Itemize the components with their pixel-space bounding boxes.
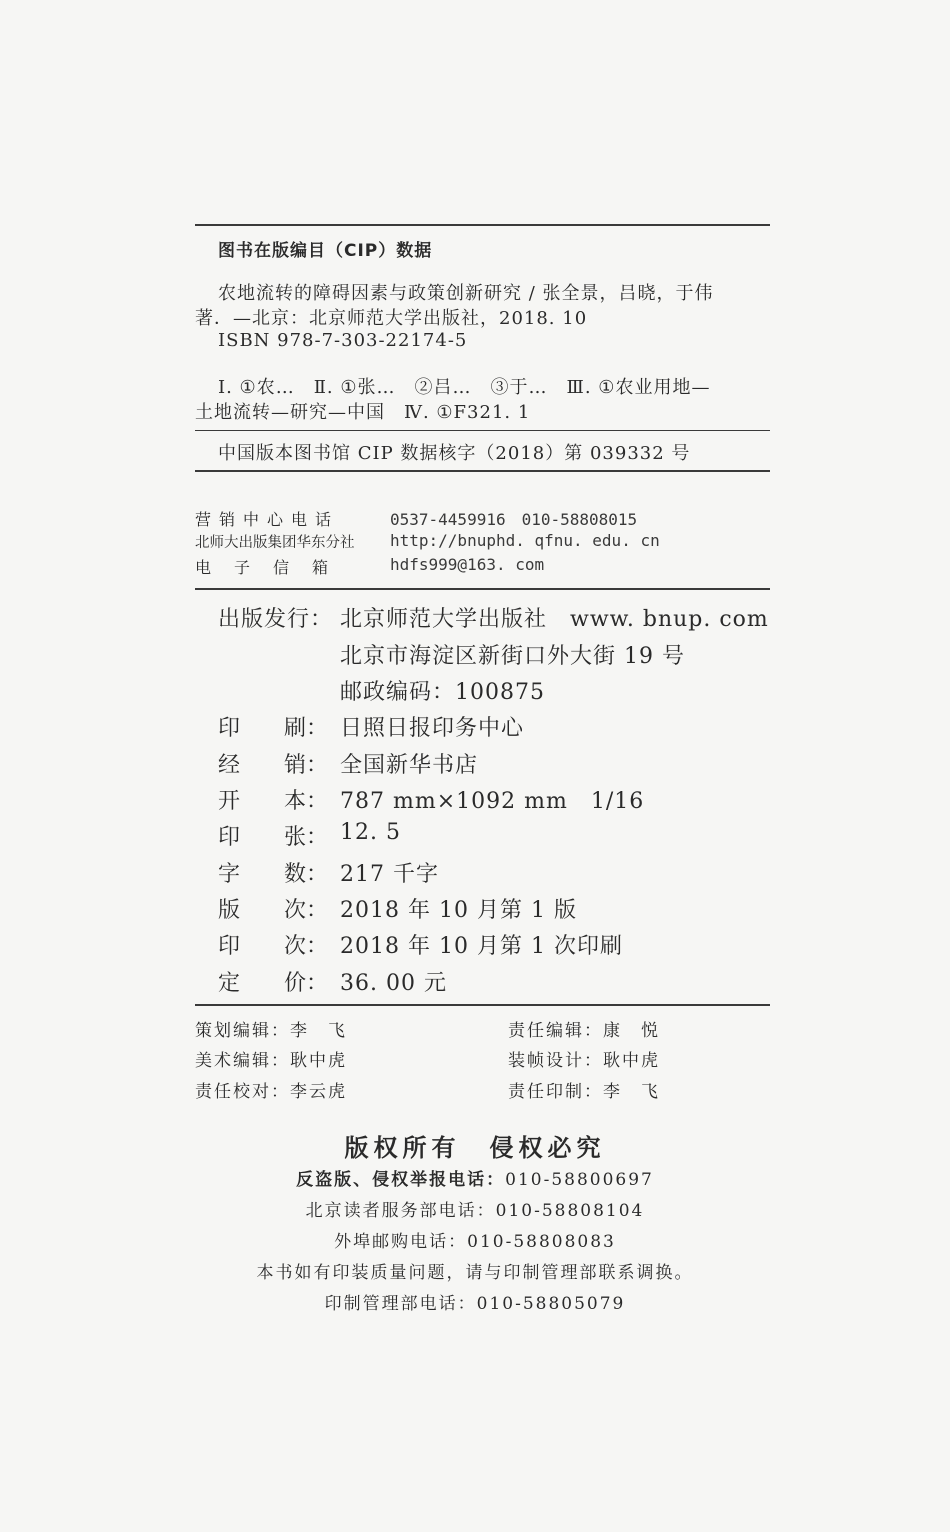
planning-editor: 策划编辑：李 飞 bbox=[195, 1021, 347, 1041]
cip-heading: 图书在版编目（CIP）数据 bbox=[218, 241, 433, 261]
branch-url: http://bnuphd. qfnu. edu. cn bbox=[390, 531, 660, 550]
proofreader: 责任校对：李云虎 bbox=[195, 1082, 347, 1102]
rule-contact-bottom bbox=[195, 588, 770, 590]
word-count-value: 217 千字 bbox=[340, 862, 439, 887]
rule-cip-bottom bbox=[195, 470, 770, 472]
edition-label: 版 次： bbox=[218, 898, 328, 923]
branch-label: 北师大出版集团华东分社 bbox=[195, 535, 355, 551]
piracy-label: 反盗版、侵权举报电话： bbox=[296, 1170, 506, 1190]
reader-service-line: 北京读者服务部电话：010-58808104 bbox=[305, 1201, 645, 1221]
postcode: 邮政编码：100875 bbox=[340, 680, 545, 705]
print-label: 印 刷： bbox=[218, 716, 328, 741]
binding-designer: 装帧设计：耿中虎 bbox=[508, 1051, 660, 1071]
print-supervisor: 责任印制：李 飞 bbox=[508, 1082, 660, 1102]
art-editor: 美术编辑：耿中虎 bbox=[195, 1051, 347, 1071]
format-value: 787 mm×1092 mm 1/16 bbox=[340, 789, 645, 814]
printing-label: 印 次： bbox=[218, 934, 328, 959]
cip-classification-1: Ⅰ. ①农… Ⅱ. ①张… ②吕… ③于… Ⅲ. ①农业用地— bbox=[218, 377, 711, 398]
publisher-label: 出版发行： bbox=[218, 607, 334, 632]
price-value: 36. 00 元 bbox=[340, 971, 447, 996]
price-label: 定 价： bbox=[218, 971, 328, 996]
piracy-phone: 010-58800697 bbox=[505, 1170, 654, 1190]
defect-notice: 本书如有印装质量问题，请与印制管理部联系调换。 bbox=[256, 1263, 694, 1283]
email-value: hdfs999@163. com bbox=[390, 555, 545, 574]
rule-pub-bottom bbox=[195, 1004, 770, 1006]
responsible-editor: 责任编辑：康 悦 bbox=[508, 1021, 660, 1041]
word-count-label: 字 数： bbox=[218, 862, 328, 887]
print-mgmt-phone: 印制管理部电话：010-58805079 bbox=[324, 1294, 626, 1314]
cip-isbn: ISBN 978-7-303-22174-5 bbox=[218, 330, 468, 351]
sheets-label: 印 张： bbox=[218, 825, 328, 850]
printing-value: 2018 年 10 月第 1 次印刷 bbox=[340, 934, 623, 959]
publisher-address: 北京市海淀区新街口外大街 19 号 bbox=[340, 644, 685, 669]
cip-number: 中国版本图书馆 CIP 数据核字（2018）第 039332 号 bbox=[218, 443, 691, 464]
mail-order-line: 外埠邮购电话：010-58808083 bbox=[334, 1232, 616, 1252]
copyright-title: 版权所有 侵权必究 bbox=[344, 1134, 606, 1162]
rule-top bbox=[195, 224, 770, 226]
publisher-value: 北京师范大学出版社 www. bnup. com bbox=[340, 607, 769, 632]
distributor-label: 经 销： bbox=[218, 753, 328, 778]
edition-value: 2018 年 10 月第 1 版 bbox=[340, 898, 577, 923]
cip-title-line: 农地流转的障碍因素与政策创新研究 / 张全景，吕晓，于伟 bbox=[218, 283, 714, 304]
printer-value: 日照日报印务中心 bbox=[340, 716, 525, 741]
email-label: 电子信箱 bbox=[195, 558, 352, 577]
cip-publisher-line: 著．—北京：北京师范大学出版社，2018. 10 bbox=[195, 308, 588, 329]
rule-cip-divider bbox=[195, 430, 770, 431]
sales-phone-value: 0537-4459916 010-58808015 bbox=[390, 510, 638, 529]
distributor-value: 全国新华书店 bbox=[340, 753, 479, 778]
sales-phone-label: 营销中心电话 bbox=[195, 510, 340, 529]
piracy-report-line bbox=[0, 1165, 950, 1190]
cip-classification-2: 土地流转—研究—中国 Ⅳ. ①F321. 1 bbox=[195, 402, 531, 423]
format-label: 开 本： bbox=[218, 789, 328, 814]
sheets-value: 12. 5 bbox=[340, 820, 401, 845]
